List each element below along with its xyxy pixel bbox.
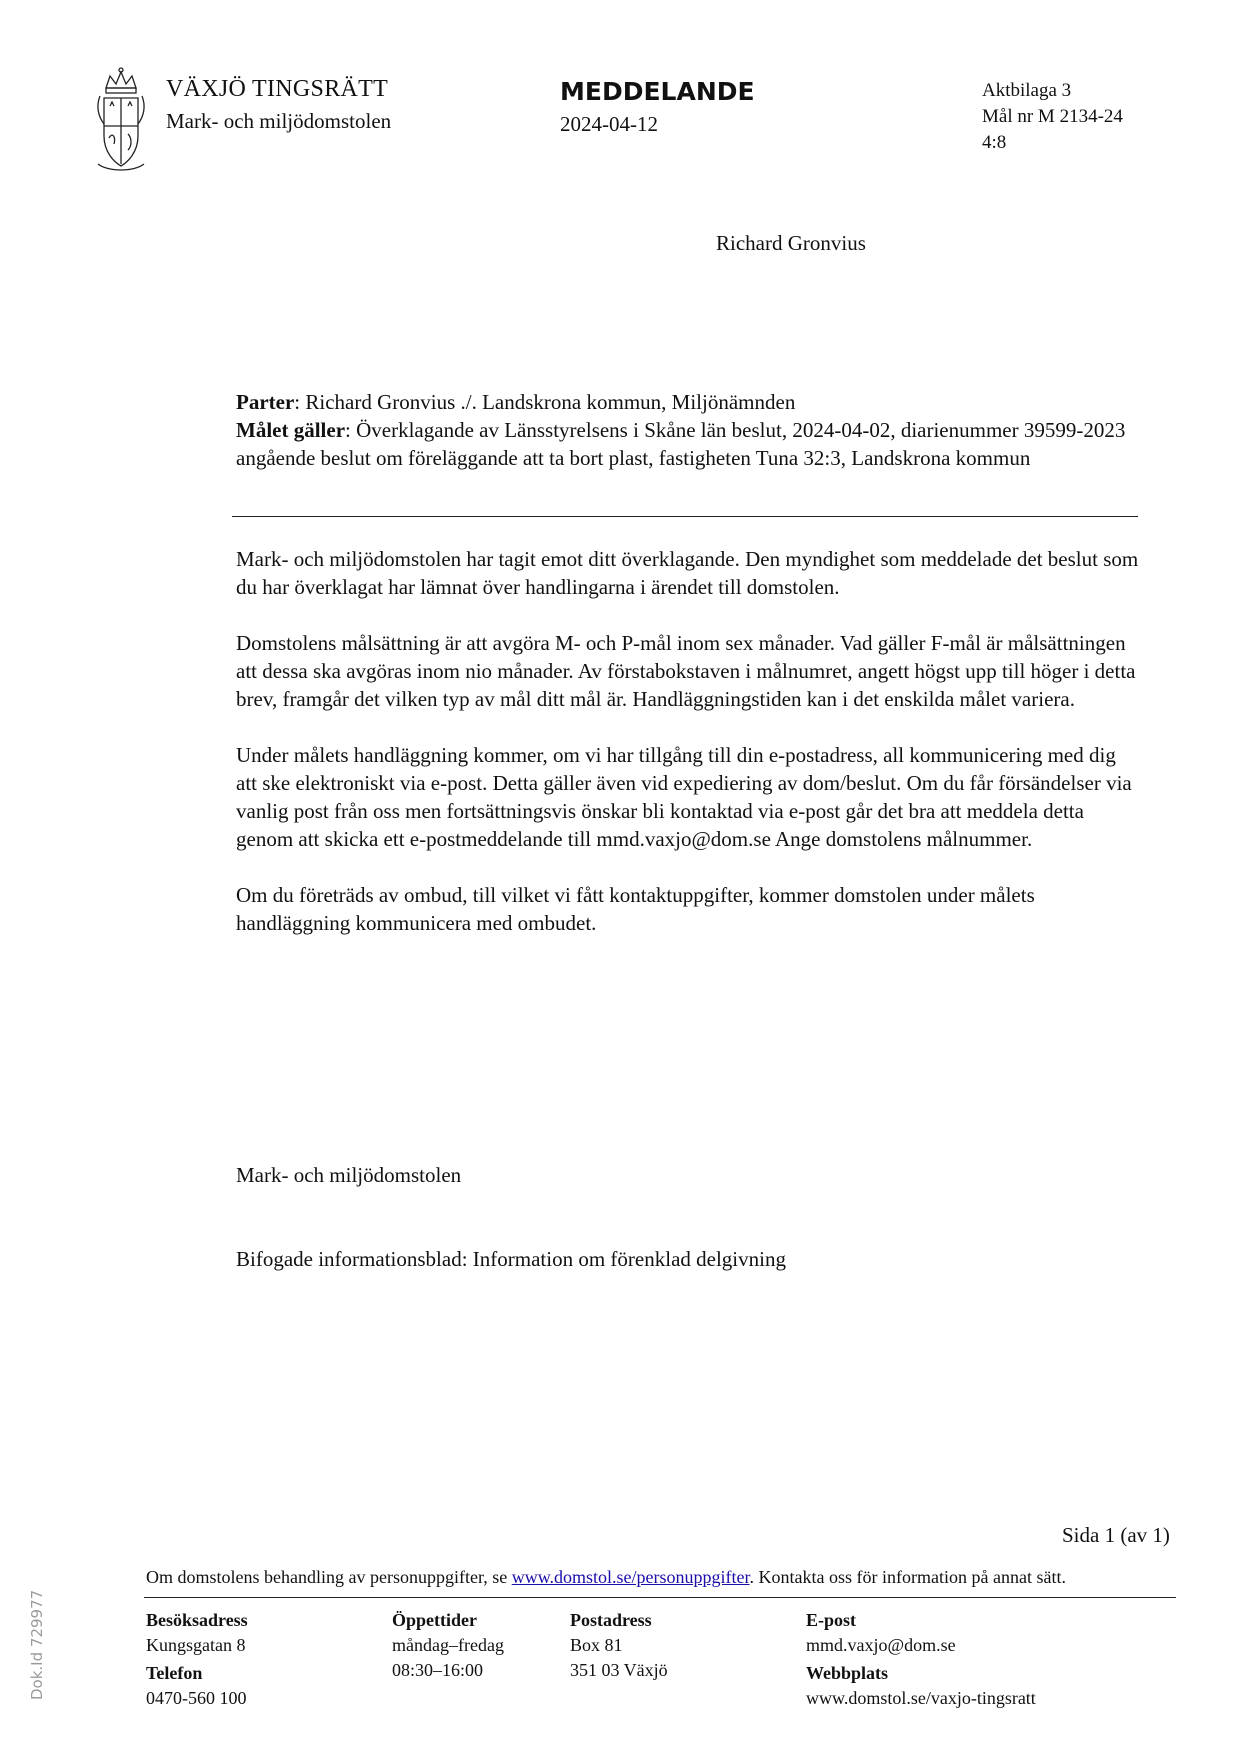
case-subject — [236, 416, 1140, 472]
opening-days: måndag–fredag — [392, 1635, 504, 1655]
attachment-number: Aktbilaga 3 — [982, 80, 1072, 101]
visit-address-label: Besöksadress — [146, 1610, 248, 1630]
privacy-text: Om domstolens behandling av personuppgifter, se — [146, 1567, 512, 1587]
email-value[interactable]: mmd.vaxjo@dom.se — [806, 1635, 956, 1655]
footer-opening-hours — [392, 1608, 504, 1683]
postal-address-label: Postadress — [570, 1610, 652, 1630]
case-number: Mål nr M 2134-24 — [982, 106, 1123, 127]
parties-line — [236, 388, 1140, 416]
privacy-link[interactable]: www.domstol.se/personuppgifter — [511, 1567, 750, 1587]
closing-signature: Mark- och miljödomstolen — [236, 1163, 462, 1187]
case-subject-label: Målet gäller — [236, 418, 346, 442]
case-parties — [236, 388, 1140, 472]
document-date: 2024-04-12 — [560, 112, 658, 136]
footer-postal-address — [570, 1608, 668, 1683]
email-label: E-post — [806, 1610, 857, 1630]
website-value[interactable]: www.domstol.se/vaxjo-tingsratt — [806, 1688, 1036, 1708]
paragraph: Under målets handläggning kommer, om vi har tillgång till din e-postadress, all kommunicering med dig att ske elektroniskt via e-post. Detta gäller även vid expediering av dom/beslut. Om du får försändelser via vanlig post från oss men fortsättningsvis önskar bli kontaktad via e-post går det bra att meddela detta genom att skicka ett e-postmeddelande till mmd.vaxjo@dom.se Ange domstolens målnummer. — [236, 743, 1132, 851]
swedish-coat-of-arms-icon — [92, 66, 150, 174]
postal-city: 351 03 Växjö — [570, 1660, 668, 1680]
letter-body — [236, 545, 1140, 965]
document-id: Dok.Id 729977 — [28, 1589, 46, 1700]
privacy-text-after: . Kontakta oss för information på annat sätt. — [749, 1567, 1066, 1587]
paragraph: Domstolens målsättning är att avgöra M- och P-mål inom sex månader. Vad gäller F-mål är målsättningen att dessa ska avgöras inom nio månader. Av förstabokstaven i målnumret, angett högst upp till höger i detta brev, framgår det vilken typ av mål ditt mål är. Handläggningstiden kan i det enskilda målet variera. — [236, 631, 1136, 711]
paragraph: Om du företräds av ombud, till vilket vi fått kontaktuppgifter, kommer domstolen under målets handläggning kommunicera med ombudet. — [236, 883, 1035, 935]
visit-address-value: Kungsgatan 8 — [146, 1635, 246, 1655]
phone-label: Telefon — [146, 1663, 203, 1683]
court-name: VÄXJÖ TINGSRÄTT — [166, 76, 389, 102]
website-label: Webbplats — [806, 1663, 889, 1683]
court-department: Mark- och miljödomstolen — [166, 109, 392, 133]
privacy-notice — [146, 1567, 1066, 1588]
footer-visit-address — [146, 1608, 248, 1711]
divider — [232, 516, 1138, 517]
case-subject-value: : Överklagande av Länsstyrelsens i Skåne län beslut, 2024-04-02, diarienummer 39599-2023 angående beslut om föreläggande att ta bort plast, fastigheten Tuna 32:3, Landskrona kommun — [236, 418, 1126, 470]
footer-contact — [806, 1608, 1036, 1711]
opening-times: 08:30–16:00 — [392, 1660, 484, 1680]
page-number: Sida 1 (av 1) — [1062, 1523, 1170, 1547]
attachment-note: Bifogade informationsblad: Information om förenklad delgivning — [236, 1247, 786, 1271]
parties-label: Parter — [236, 390, 295, 414]
postal-box: Box 81 — [570, 1635, 623, 1655]
opening-hours-label: Öppettider — [392, 1610, 477, 1630]
recipient-name: Richard Gronvius — [716, 231, 866, 255]
case-info — [982, 78, 1123, 156]
parties-value: : Richard Gronvius ./. Landskrona kommun, Miljönämnden — [294, 390, 796, 414]
document-type: MEDDELANDE — [560, 77, 755, 106]
paragraph: Mark- och miljödomstolen har tagit emot ditt överklagande. Den myndighet som meddelade det beslut som du har överklagat har lämnat över handlingarna i ärendet till domstolen. — [236, 547, 1139, 599]
footer-divider — [144, 1597, 1176, 1598]
case-reference: 4:8 — [982, 132, 1007, 153]
phone-value: 0470-560 100 — [146, 1688, 247, 1708]
